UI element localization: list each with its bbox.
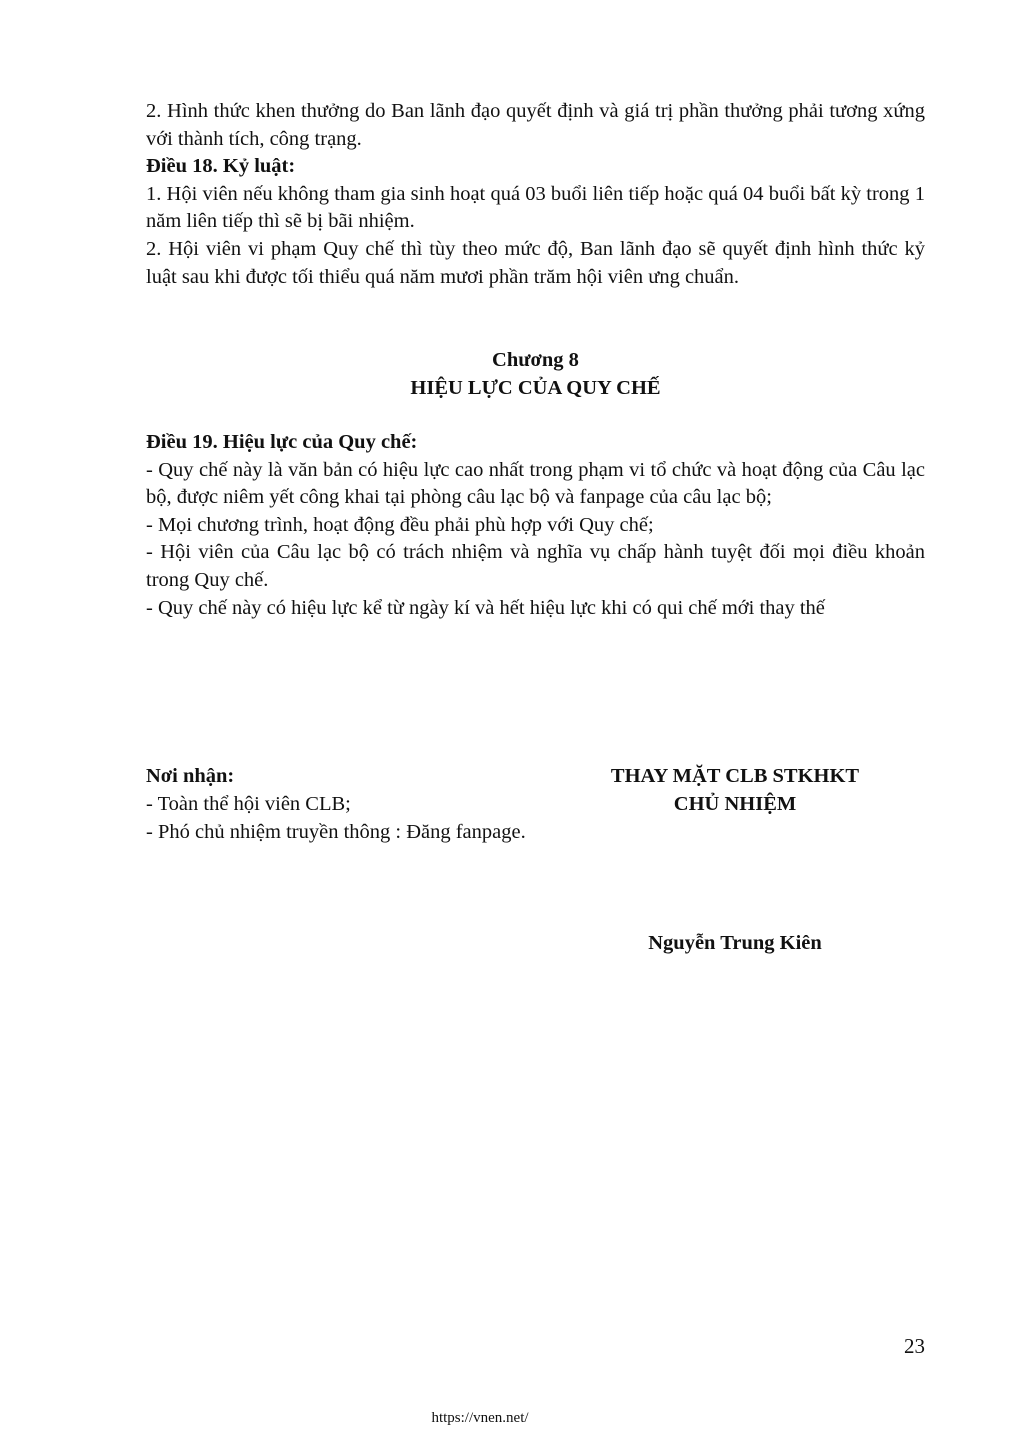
recipient-item: - Phó chủ nhiệm truyền thông : Đăng fanpage. [146,821,526,843]
article-19-item: - Mọi chương trình, hoạt động đều phải phù hợp với Quy chế; [146,513,654,536]
chapter-title: HIỆU LỰC CỦA QUY CHẾ [410,377,661,399]
paragraph-discipline-1: 1. Hội viên nếu không tham gia sinh hoạt quá 03 buổi liên tiếp hoặc quá 04 buổi bất kỳ trong 1 năm liên tiếp thì sẽ bị bãi nhiệm. [146,182,925,233]
recipients-block [146,762,526,846]
article-19-item: - Hội viên của Câu lạc bộ có trách nhiệm và nghĩa vụ chấp hành tuyệt đối mọi điều khoản trong Quy chế. [146,541,925,591]
paragraph-reward-form: 2. Hình thức khen thưởng do Ban lãnh đạo quyết định và giá trị phần thưởng phải tương xứng với thành tích, công trạng. [146,100,925,150]
recipient-item: - Toàn thể hội viên CLB; [146,793,351,815]
signature-position: CHỦ NHIỆM [673,793,797,815]
article-19-item: - Quy chế này là văn bản có hiệu lực cao nhất trong phạm vi tổ chức và hoạt động của Câu lạc bộ, được niêm yết công khai tại phòng câu lạc bộ và fanpage của câu lạc bộ; [146,458,925,509]
chapter-heading [146,346,925,402]
recipients-heading: Nơi nhận: [146,765,235,787]
signer-name: Nguyễn Trung Kiên [648,932,822,954]
signature-on-behalf: THAY MẶT CLB STKHKT [610,765,860,787]
article-19-item: - Quy chế này có hiệu lực kể từ ngày kí và hết hiệu lực khi có qui chế mới thay thế [146,596,825,619]
article-19-heading: Điều 19. Hiệu lực của Quy chế: [146,431,418,453]
article-19-block [146,429,925,622]
footer-url: https://vnen.net/ [431,1410,529,1426]
article-17-18-block [146,98,925,291]
article-18-heading: Điều 18. Kỷ luật: [146,155,296,178]
signature-block [560,762,910,818]
chapter-number: Chương 8 [492,349,579,371]
page-number: 23 [904,1334,925,1358]
paragraph-discipline-2: 2. Hội viên vi phạm Quy chế thì tùy theo mức độ, Ban lãnh đạo sẽ quyết định hình thức kỷ luật sau khi được tối thiểu quá năm mươi phần trăm hội viên ưng chuẩn. [146,237,925,288]
